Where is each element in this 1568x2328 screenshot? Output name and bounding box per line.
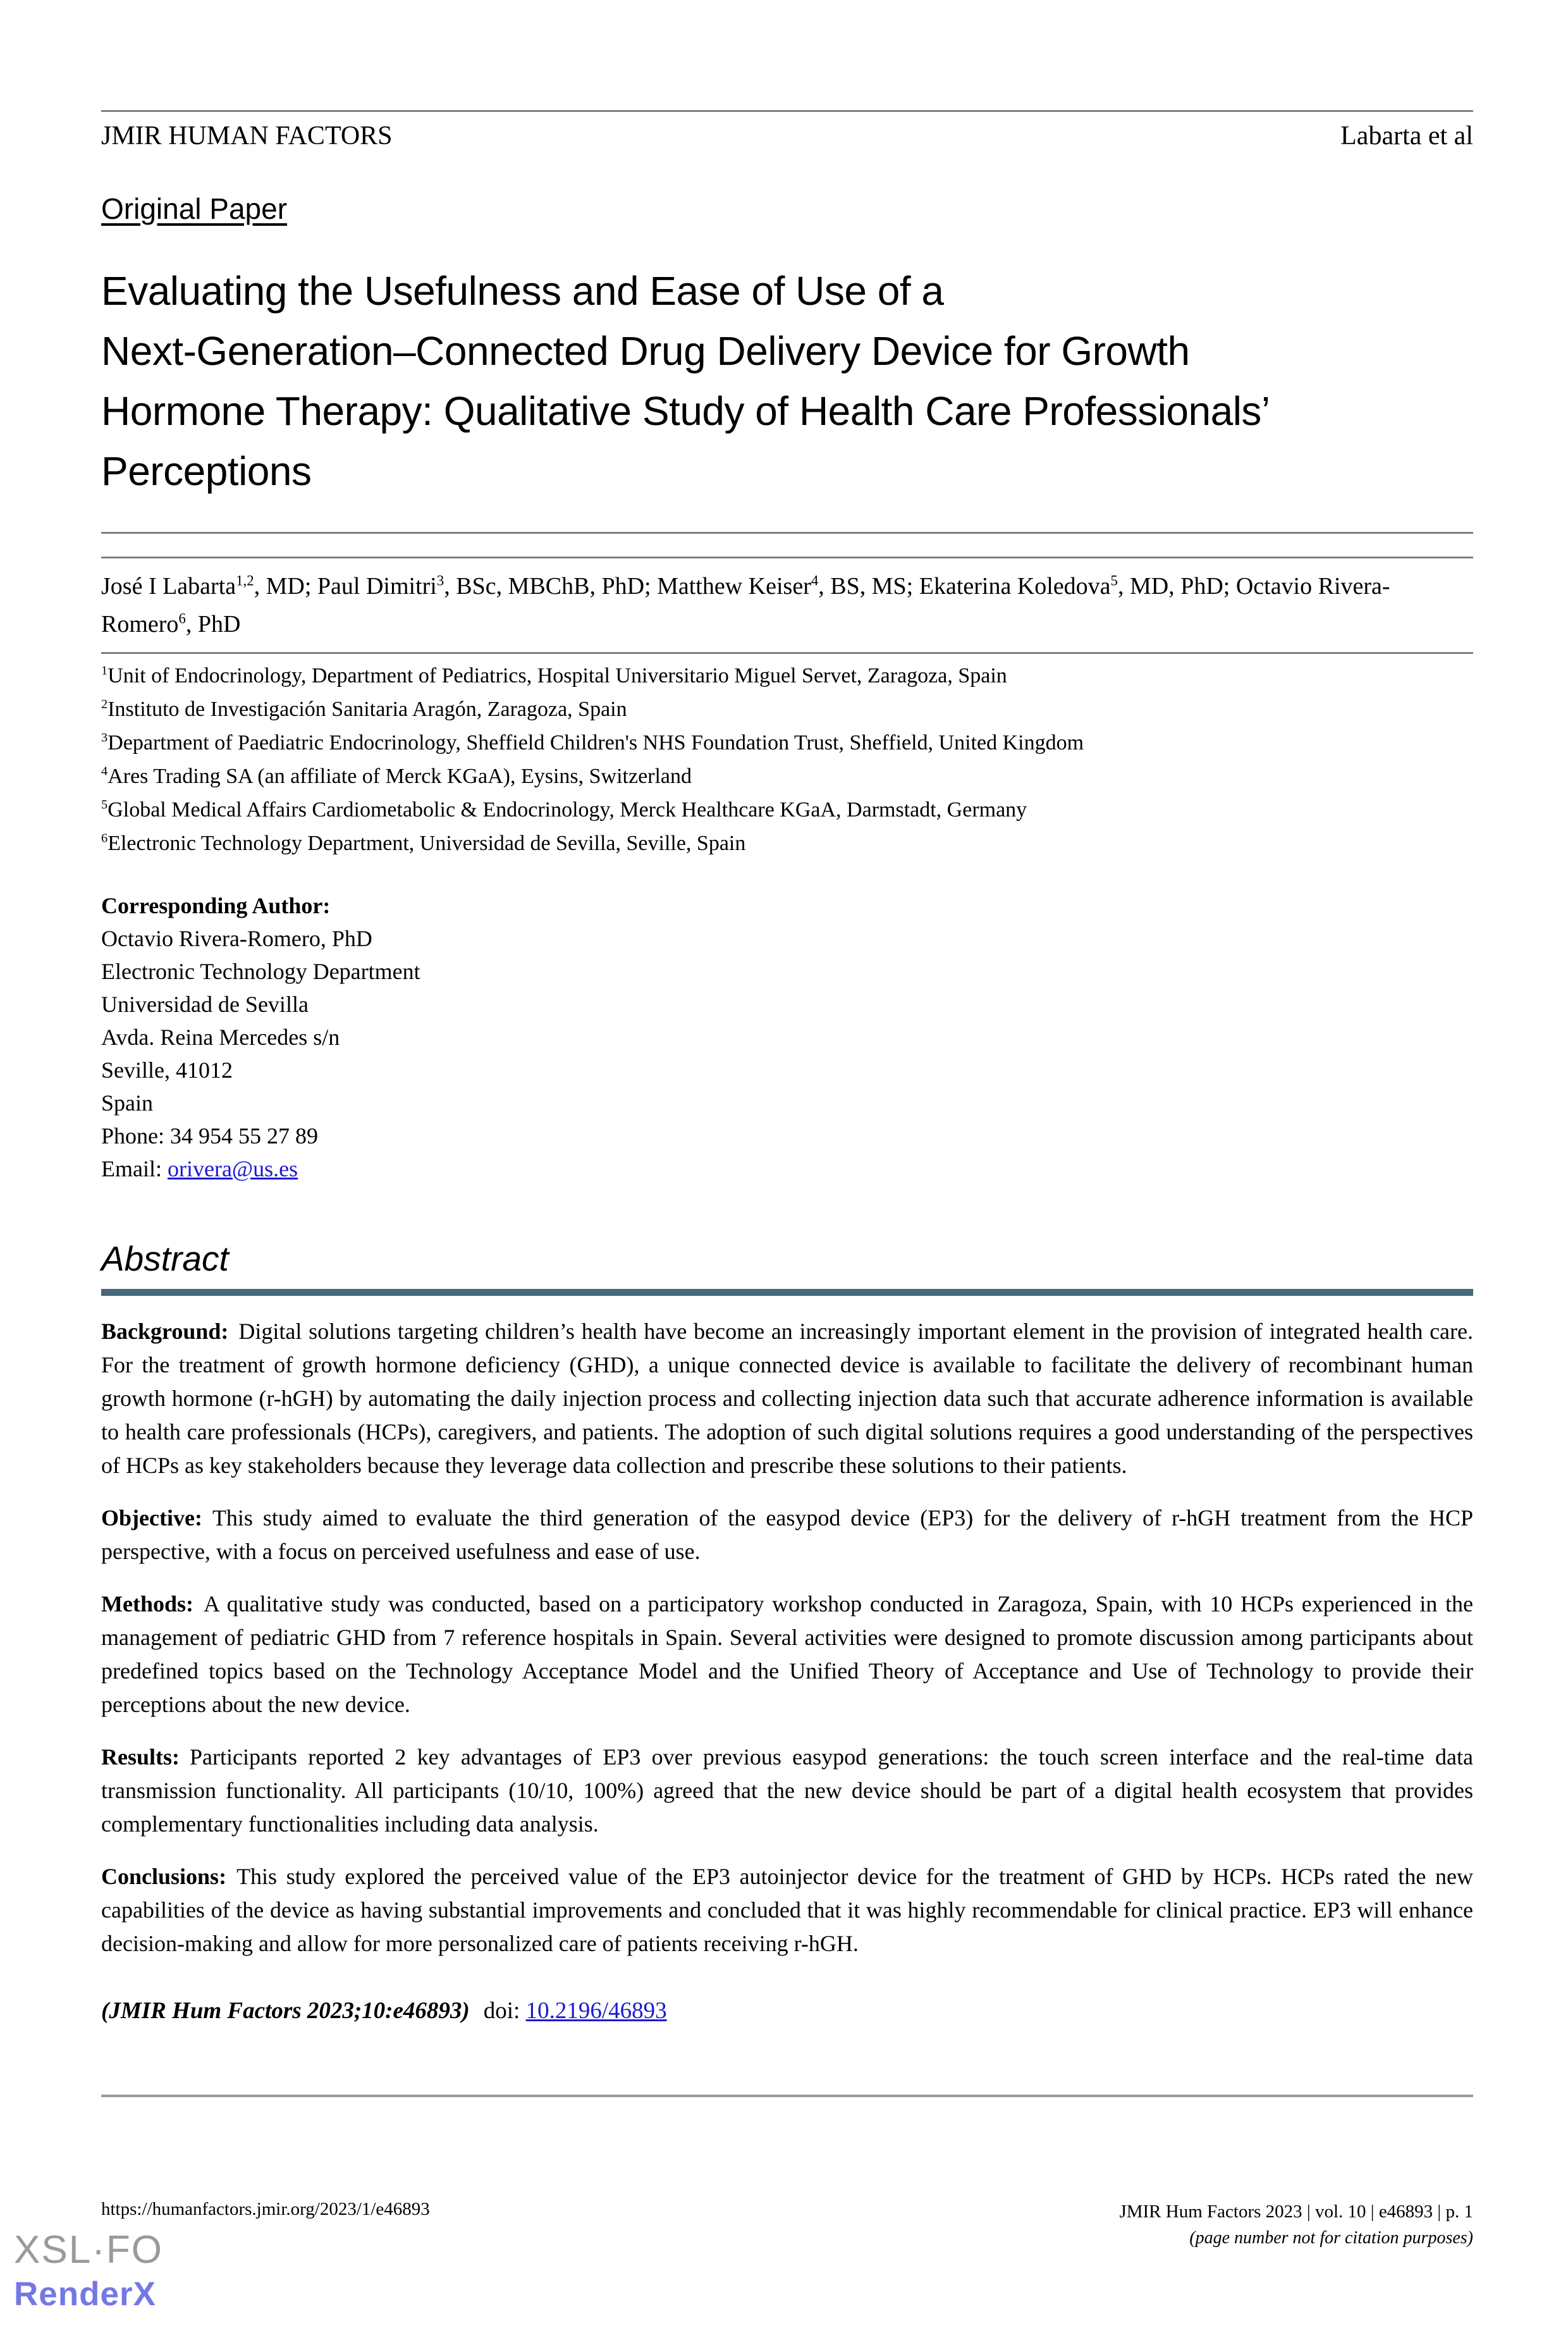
article-title	[101, 261, 1473, 502]
article-type-label: Original Paper	[101, 192, 288, 225]
footer-meta-block	[1119, 2199, 1473, 2251]
xslfo-logo-text: XSL·FO	[14, 2228, 163, 2272]
section-label: Objective:	[101, 1505, 202, 1530]
author: José I Labarta$^{1,2}$, MD;	[101, 572, 317, 600]
abstract-heading: Abstract	[101, 1239, 229, 1278]
doi-label: doi:	[483, 1998, 520, 2024]
section-text: Participants reported 2 key advantages of EP3 over previous easypod generations: the touch screen interface and the real-time data transmission functionality. All participants (10/10, 100%) agreed that the new device should be part of a digital health ecosystem that provides complementary functionalities including data analysis.	[101, 1744, 1473, 1837]
author-affiliation-sup: 4	[811, 572, 819, 589]
author-affiliation-sup: 5	[1110, 572, 1118, 589]
section-label: Background:	[101, 1319, 229, 1344]
journal-name: JMIR HUMAN FACTORS	[101, 121, 393, 151]
abstract-accent-bar	[101, 1289, 1473, 1296]
abstract-section-background	[101, 1315, 1473, 1482]
affiliation: $^5$Global Medical Affairs Cardiometabolic & Endocrinology, Merck Healthcare KGaA, Darmstadt, Germany	[101, 798, 1027, 822]
corresponding-author-line: Spain	[101, 1090, 154, 1116]
title-line: Evaluating the Usefulness and Ease of Use of a	[101, 268, 944, 314]
section-label: Results:	[101, 1744, 180, 1770]
section-label: Conclusions:	[101, 1864, 227, 1889]
running-authors: Labarta et al	[1340, 121, 1473, 151]
affiliation: $^1$Unit of Endocrinology, Department of Pediatrics, Hospital Universitario Miguel Servet, Zaragoza, Spain	[101, 663, 1007, 687]
author: Ekaterina Koledova$^5$, MD, PhD;	[919, 572, 1236, 600]
affiliation: $^6$Electronic Technology Department, Universidad de Sevilla, Seville, Spain	[101, 831, 746, 855]
author: Octavio Rivera-Romero$^6$, PhD	[101, 573, 1390, 637]
renderx-logo-text: RenderX	[14, 2276, 156, 2313]
renderx-logo	[14, 2227, 163, 2313]
footer-url: https://humanfactors.jmir.org/2023/1/e46893	[101, 2199, 430, 2219]
doi-link[interactable]: 10.2196/46893	[525, 1998, 667, 2024]
section-text: This study explored the perceived value of the EP3 autoinjector device for the treatment of GHD by HCPs. HCPs rated the new capabilities of the device as having substantial improvements and concluded that it was highly recommendable for clinical practice. EP3 will enhance decision-making and allow for more personalized care of patients receiving r-hGH.	[101, 1864, 1473, 1956]
corresponding-author-block	[101, 889, 1473, 1185]
section-text: Digital solutions targeting children’s health have become an increasingly important element in the provision of integrated health care. For the treatment of growth hormone deficiency (GHD), a unique connected device is available to facilitate the delivery of recombinant human growth hormone (r-hGH) by automating the daily injection process and collecting injection data such that accurate adherence information is available to health care professionals (HCPs), caregivers, and patients. The adoption of such digital solutions requires a good understanding of the perspectives of HCPs as key stakeholders because they leverage data collection and prescribe these solutions to their patients.	[101, 1319, 1473, 1478]
footer-divider	[101, 2095, 1473, 2097]
author-list	[101, 567, 1473, 643]
footer-page-note: (page number not for citation purposes)	[1189, 2228, 1473, 2248]
corresponding-author-label: Corresponding Author:	[101, 893, 331, 918]
author-affiliation-sup: 6	[178, 610, 186, 627]
author-affiliation-sup: 3	[436, 572, 444, 589]
title-line: Hormone Therapy: Qualitative Study of Health Care Professionals’	[101, 388, 1270, 434]
title-line: Next-Generation–Connected Drug Delivery Device for Growth	[101, 328, 1190, 374]
affiliation: $^3$Department of Paediatric Endocrinology, Sheffield Children's NHS Foundation Trust, Sheffield, United Kingdom	[101, 730, 1084, 754]
running-header	[101, 121, 1473, 151]
corresponding-author-line: Avda. Reina Mercedes s/n	[101, 1025, 340, 1050]
author-affiliation-sup: 1,2	[236, 572, 254, 589]
title-line: Perceptions	[101, 448, 312, 494]
email-link[interactable]: orivera@us.es	[167, 1156, 298, 1181]
top-divider	[101, 110, 1473, 112]
section-text: A qualitative study was conducted, based on a participatory workshop conducted in Zaragoza, Spain, with 10 HCPs experienced in the management of pediatric GHD from 7 reference hospitals in Spain. Several activities were designed to promote discussion among participants about predefined topics based on the Technology Acceptance Model and the Unified Theory of Acceptance and Use of Technology to provide their perceptions about the new device.	[101, 1591, 1473, 1717]
author: Matthew Keiser$^4$, BS, MS;	[657, 572, 919, 600]
abstract-section-methods	[101, 1587, 1473, 1721]
citation-reference: (JMIR Hum Factors 2023;10:e46893)	[101, 1998, 470, 2024]
section-text: This study aimed to evaluate the third generation of the easypod device (EP3) for the delivery of r-hGH treatment from the HCP perspective, with a focus on perceived usefulness and ease of use.	[101, 1505, 1473, 1564]
author-block-divider-top	[101, 532, 1473, 534]
author-block-divider-bottom	[101, 652, 1473, 654]
abstract-section-results	[101, 1740, 1473, 1841]
corresponding-author-line: Universidad de Sevilla	[101, 992, 309, 1017]
section-label: Methods:	[101, 1591, 193, 1617]
corresponding-author-line: Octavio Rivera-Romero, PhD	[101, 926, 372, 951]
corresponding-author-line: Seville, 41012	[101, 1057, 233, 1083]
page-content	[101, 110, 1473, 2024]
citation-row	[101, 1997, 1473, 2024]
affiliation: $^2$Instituto de Investigación Sanitaria Aragón, Zaragoza, Spain	[101, 697, 627, 721]
abstract-section-conclusions	[101, 1860, 1473, 1961]
abstract-section-objective	[101, 1501, 1473, 1568]
footer-citation-meta: JMIR Hum Factors 2023 | vol. 10 | e46893 | p. 1	[1119, 2202, 1473, 2222]
corresponding-author-line: Phone: 34 954 55 27 89	[101, 1123, 319, 1149]
email-label: Email:	[101, 1156, 162, 1181]
corresponding-author-email-line	[101, 1152, 1473, 1185]
affiliation-list	[101, 659, 1473, 860]
author-block-divider-top2	[101, 557, 1473, 558]
corresponding-author-line: Electronic Technology Department	[101, 959, 420, 984]
affiliation: $^4$Ares Trading SA (an affiliate of Merck KGaA), Eysins, Switzerland	[101, 764, 692, 788]
author: Paul Dimitri$^3$, BSc, MBChB, PhD;	[317, 572, 658, 600]
